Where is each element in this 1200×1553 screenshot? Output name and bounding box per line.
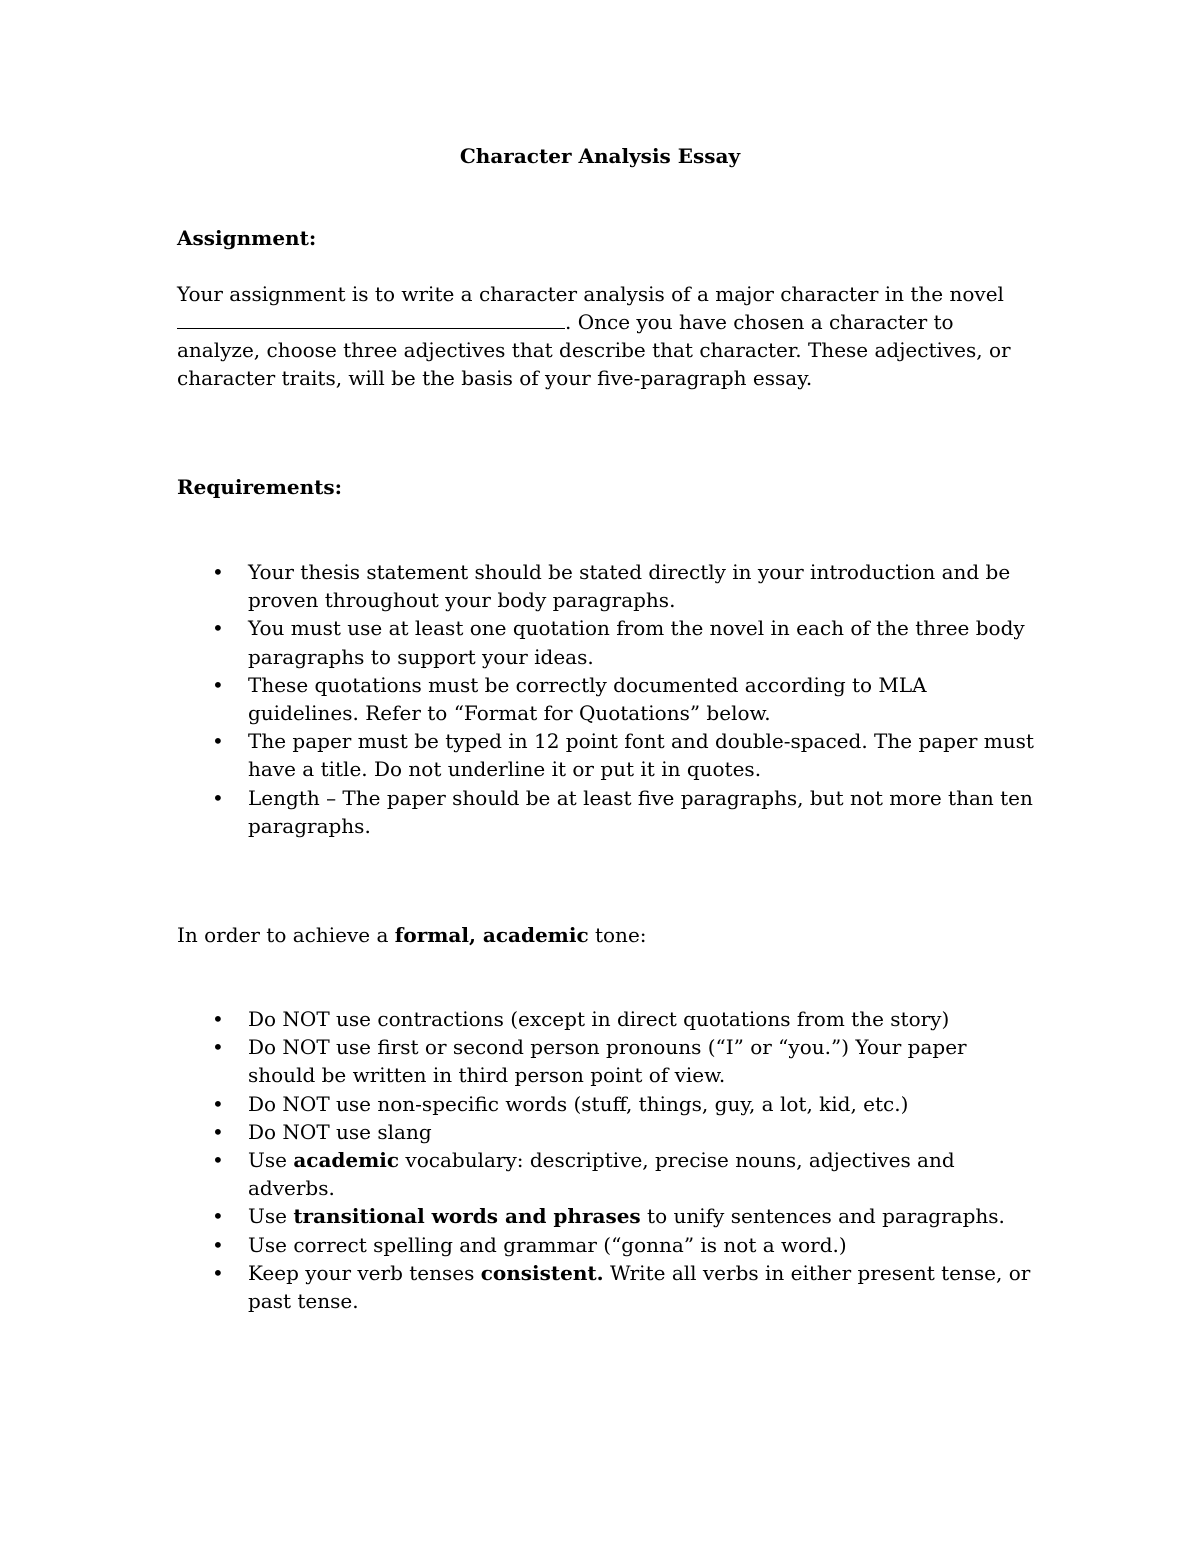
requirements-heading: Requirements: [177,475,343,499]
bullet-icon: • [212,1007,224,1031]
bullet-icon: • [212,785,224,810]
list-item: • Length – The paper should be at least five paragraphs, but not more than ten paragraphs. [212,785,1033,838]
list-item: • Do NOT use first or second person pronouns (“I” or “you.”) Your paper should be written in third person point of view. [212,1035,967,1088]
tone-list [177,1005,1037,1315]
list-item: • Do NOT use slang [177,1118,1037,1146]
list-item: • These quotations must be correctly documented according to MLA guidelines. Refer to “Format for Quotations” below. [212,672,927,726]
novel-blank-line [177,310,565,329]
list-item: • Do NOT use non-specific words (stuff, things, guy, a lot, kid, etc.) [177,1090,1037,1118]
bullet-icon: • [212,1148,224,1173]
bullet-icon: • [212,672,224,697]
assignment-heading: Assignment: [177,226,317,250]
bullet-icon: • [212,1232,224,1257]
document-title: Character Analysis Essay [459,144,741,168]
bullet-icon: • [212,1091,224,1116]
assignment-text-end: . Once you have chosen a character to analyze, choose three adjectives that describe that character. These adjectives, or character traits, will be the basis of your five-paragraph essay. [177,310,1011,390]
bullet-icon: • [212,729,224,754]
list-item: • You must use at least one quotation from the novel in each of the three body paragraphs to support your ideas. [212,616,1025,669]
bullet-icon: • [212,1035,224,1060]
list-item: • Use academic vocabulary: descriptive, precise nouns, adjectives and adverbs. [212,1148,955,1201]
list-item: • Use transitional words and phrases to unify sentences and paragraphs. [177,1202,1037,1230]
list-item: • Use correct spelling and grammar (“gonna” is not a word.) [177,1231,1037,1259]
bullet-icon: • [212,560,224,584]
assignment-paragraph [177,280,1037,392]
tone-intro-emphasis: formal, academic [394,923,589,947]
tone-intro: In order to achieve a formal, academic tone: [177,923,647,947]
list-item: • The paper must be typed in 12 point font and double-spaced. The paper must have a title. Do not underline it or put it in quotes. [212,729,1034,782]
assignment-text-start: Your assignment is to write a character analysis of a major character in the novel [177,282,1004,306]
bullet-icon: • [212,1119,224,1144]
list-item: • Keep your verb tenses consistent. Write all verbs in either present tense, or past tense. [212,1260,1031,1314]
bullet-icon: • [212,1204,224,1229]
list-item: • Do NOT use contractions (except in direct quotations from the story) [177,1005,1037,1033]
bullet-icon: • [212,616,224,641]
requirements-list [177,558,1037,840]
bullet-icon: • [212,1260,224,1285]
list-item: • Your thesis statement should be stated directly in your introduction and be proven throughout your body paragraphs. [212,560,1011,613]
